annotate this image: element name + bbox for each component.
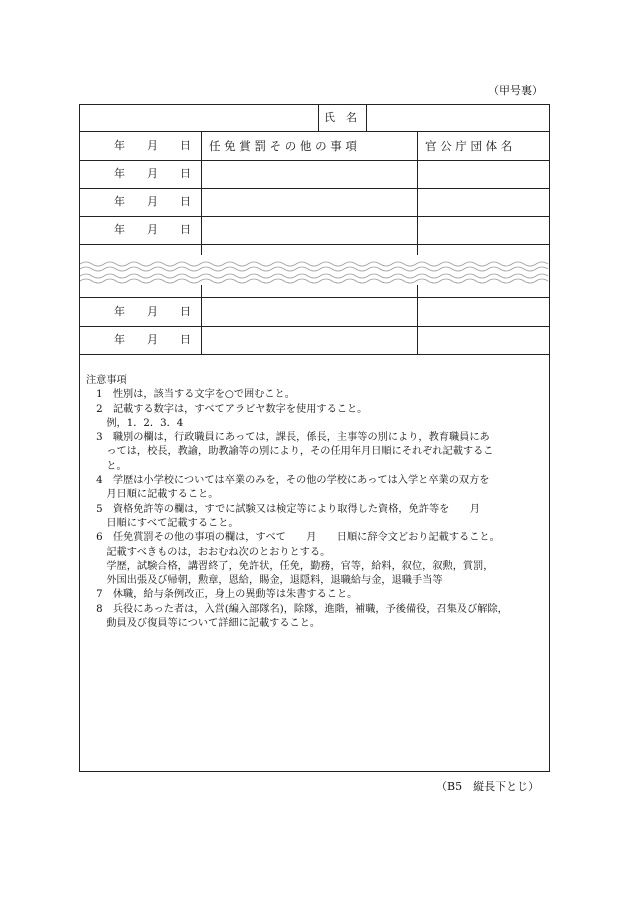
note-line: 6 任免賞罰その他の事項の欄は，すべて 月 日順に辞令文どおり記載すること。: [86, 532, 500, 544]
note-line: 1 性別は，該当する文字を○で囲むこと。: [86, 389, 295, 401]
column-divider-office: [417, 131, 418, 354]
rule-row-5: [79, 326, 550, 327]
omission-break: [80, 255, 549, 285]
rule-row-1: [79, 188, 550, 189]
note-line: 例，1．2．3．4: [86, 417, 184, 429]
notes-title: 注意事項: [86, 375, 127, 386]
date-row-5: 年 月 日: [114, 333, 191, 346]
note-line: 7 休職，給与条例改正，身上の異動等は朱書すること。: [86, 589, 358, 601]
note-line: 学歴，試験合格，講習終了，免許状，任免，勤務，官等，給料，叙位，叙勲，賞罰，: [86, 560, 494, 572]
column-header-date: 年 月 日: [114, 139, 191, 152]
name-label: 氏 名: [324, 111, 357, 124]
column-divider-date: [201, 131, 202, 354]
form-side-label: （甲号裏）: [488, 84, 543, 97]
note-line: 5 資格免許等の欄は，すでに試験又は検定等により取得した資格，免許等を 月: [86, 503, 480, 515]
note-line: っては，校長，教諭，助教諭等の別により，その任用年月日順にそれぞれ記載するこ: [86, 446, 494, 458]
note-line: 月日順に記載すること。: [86, 489, 219, 501]
date-row-3: 年 月 日: [114, 223, 191, 236]
rule-header-top: [79, 131, 550, 132]
name-row-divider-1: [318, 104, 319, 132]
binding-note: （B5 縦長下とじ）: [436, 780, 540, 793]
note-line: 2 記載する数字は，すべてアラビヤ数字を使用すること。: [86, 403, 368, 415]
date-row-4: 年 月 日: [114, 305, 191, 318]
column-header-office: 官 公 庁 団 体 名: [425, 139, 513, 153]
note-line: 外国出張及び帰朝，勲章，恩給，賜金，退隠料，退職給与金，退職手当等: [86, 575, 443, 587]
rule-row-2: [79, 216, 550, 217]
column-header-event: 任 免 賞 罰 そ の 他 の 事 項: [209, 139, 357, 153]
date-row-2: 年 月 日: [114, 195, 191, 208]
date-row-1: 年 月 日: [114, 167, 191, 180]
note-line: 日順にすべて記載すること。: [86, 517, 239, 529]
note-line: 4 学歴は小学校については卒業のみを，その他の学校にあっては入学と卒業の双方を: [86, 475, 490, 487]
note-line: 8 兵役にあった者は，入営(編入部隊名)，除隊，進階，補職，予後備役，召集及び解除，: [86, 603, 508, 615]
rule-header-bottom: [79, 160, 550, 161]
note-line: と。: [86, 460, 127, 472]
note-line: 動員及び復員等について詳細に記載すること。: [86, 618, 321, 630]
notes-section: [86, 374, 546, 631]
note-line: 記載すべきものは，おおむね次のとおりとする。: [86, 546, 331, 558]
rule-table-bottom: [79, 354, 550, 355]
rule-row-4: [79, 297, 550, 298]
note-line: 3 職別の欄は，行政職員にあっては，課長，係長，主事等の別により，教育職員にあ: [86, 432, 490, 444]
name-row-divider-2: [366, 104, 367, 132]
rule-row-3: [79, 244, 550, 245]
